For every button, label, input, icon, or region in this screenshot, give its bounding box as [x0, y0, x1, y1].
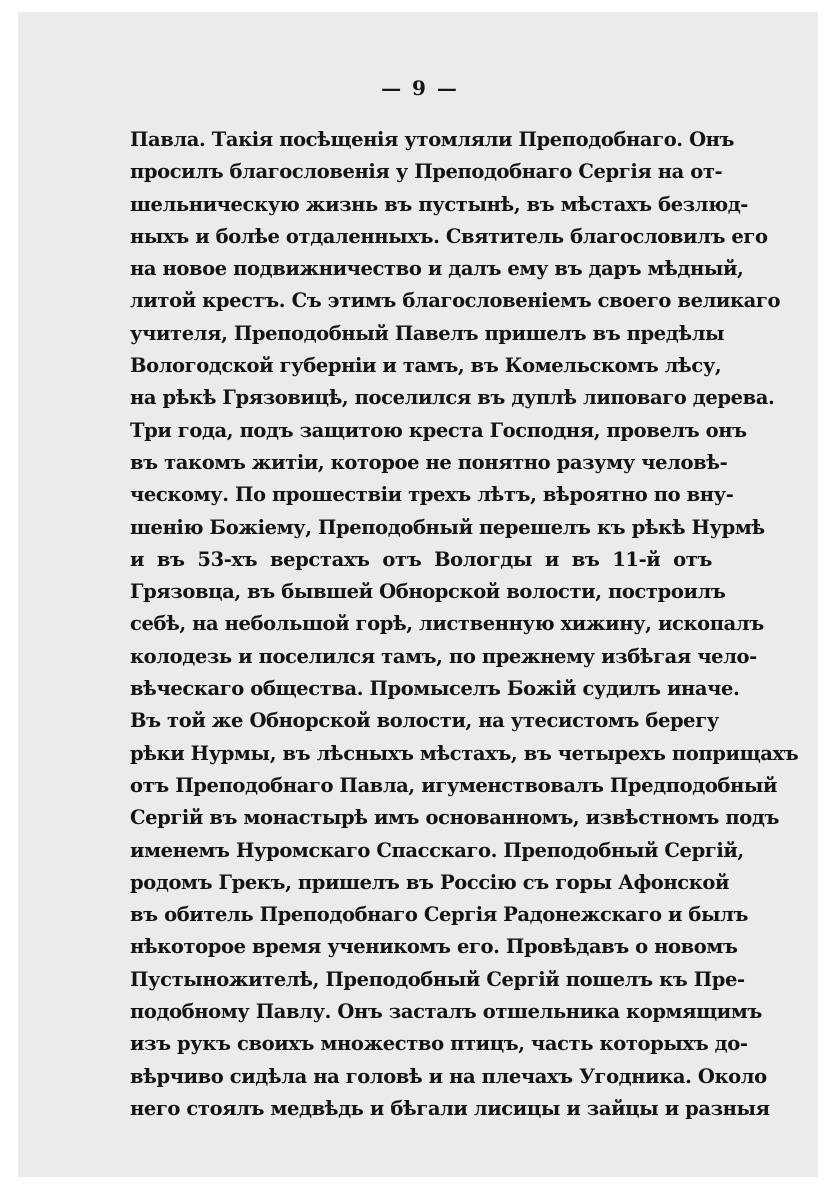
text-line: рѣки Нурмы, въ лѣсныхъ мѣстахъ, въ четырехъ поприщахъ [130, 741, 799, 765]
text-line: ческому. По прошествіи трехъ лѣтъ, вѣроятно по вну- [130, 483, 734, 507]
text-line: на рѣкѣ Грязовицѣ, поселился въ дуплѣ липоваго дерева. [130, 386, 775, 410]
text-line: вѣрчиво сидѣла на головѣ и на плечахъ Угодника. Около [130, 1064, 767, 1088]
text-line: Въ той же Обнорской волости, на утесистомъ берегу [130, 709, 719, 733]
text-line: шельническую жизнь въ пустынѣ, въ мѣстахъ безлюд- [130, 192, 748, 216]
text-line: въ обитель Преподобнаго Сергія Радонежскаго и былъ [130, 903, 749, 927]
text-line: Пустыножителѣ, Преподобный Сергій пошелъ къ Пре- [130, 967, 745, 991]
text-line: Вологодской губерніи и тамъ, въ Комельскомъ лѣсу, [130, 354, 722, 378]
text-line: ныхъ и болѣе отдаленныхъ. Святитель благословилъ его [130, 224, 768, 248]
text-line: Сергій въ монастырѣ имъ основанномъ, извѣстномъ подъ [130, 806, 779, 830]
text-line: именемъ Нуромскаго Спасскаго. Преподобный Сергій, [130, 838, 744, 862]
text-line: родомъ Грекъ, пришелъ въ Россію съ горы Афонской [130, 870, 730, 894]
text-line: отъ Преподобнаго Павла, игуменствовалъ Предподобный [130, 773, 778, 797]
text-line: Грязовца, въ бывшей Обнорской волости, построилъ [130, 580, 726, 604]
text-line: подобному Павлу. Онъ засталъ отшельника кормящимъ [130, 1000, 762, 1024]
page-number: — 9 — [381, 76, 459, 100]
text-line: и въ 53-хъ верстахъ отъ Вологды и въ 11-й отъ [130, 547, 712, 571]
text-line: литой крестъ. Съ этимъ благословеніемъ своего великаго [130, 289, 781, 313]
text-line: нѣкоторое время ученикомъ его. Провѣдавъ о новомъ [130, 935, 738, 959]
text-line: него стоялъ медвѣдь и бѣгали лисицы и зайцы и разныя [130, 1096, 770, 1120]
text-line: себѣ, на небольшой горѣ, лиственную хижину, ископалъ [130, 612, 764, 636]
text-line: учителя, Преподобный Павелъ пришелъ въ предѣлы [130, 321, 725, 345]
text-line: изъ рукъ своихъ множество птицъ, часть которыхъ до- [130, 1032, 748, 1056]
text-line: просилъ благословенія у Преподобнаго Сергія на от- [130, 160, 723, 184]
text-line: на новое подвижничество и далъ ему въ даръ мѣдный, [130, 257, 744, 281]
text-line: Павла. Такія посѣщенія утомляли Преподобнаго. Онъ [130, 128, 735, 151]
text-line: въ такомъ житіи, которое не понятно разуму человѣ- [130, 450, 728, 474]
text-line: шенію Божіему, Преподобный перешелъ къ рѣкѣ Нурмѣ [130, 515, 765, 539]
text-line: колодезь и поселился тамъ, по прежнему избѣгая чело- [130, 644, 757, 668]
body-text [130, 124, 799, 1125]
text-line: вѣческаго общества. Промыселъ Божій судилъ иначе. [130, 677, 740, 701]
text-line: Три года, подъ защитою креста Господня, провелъ онъ [130, 418, 747, 442]
